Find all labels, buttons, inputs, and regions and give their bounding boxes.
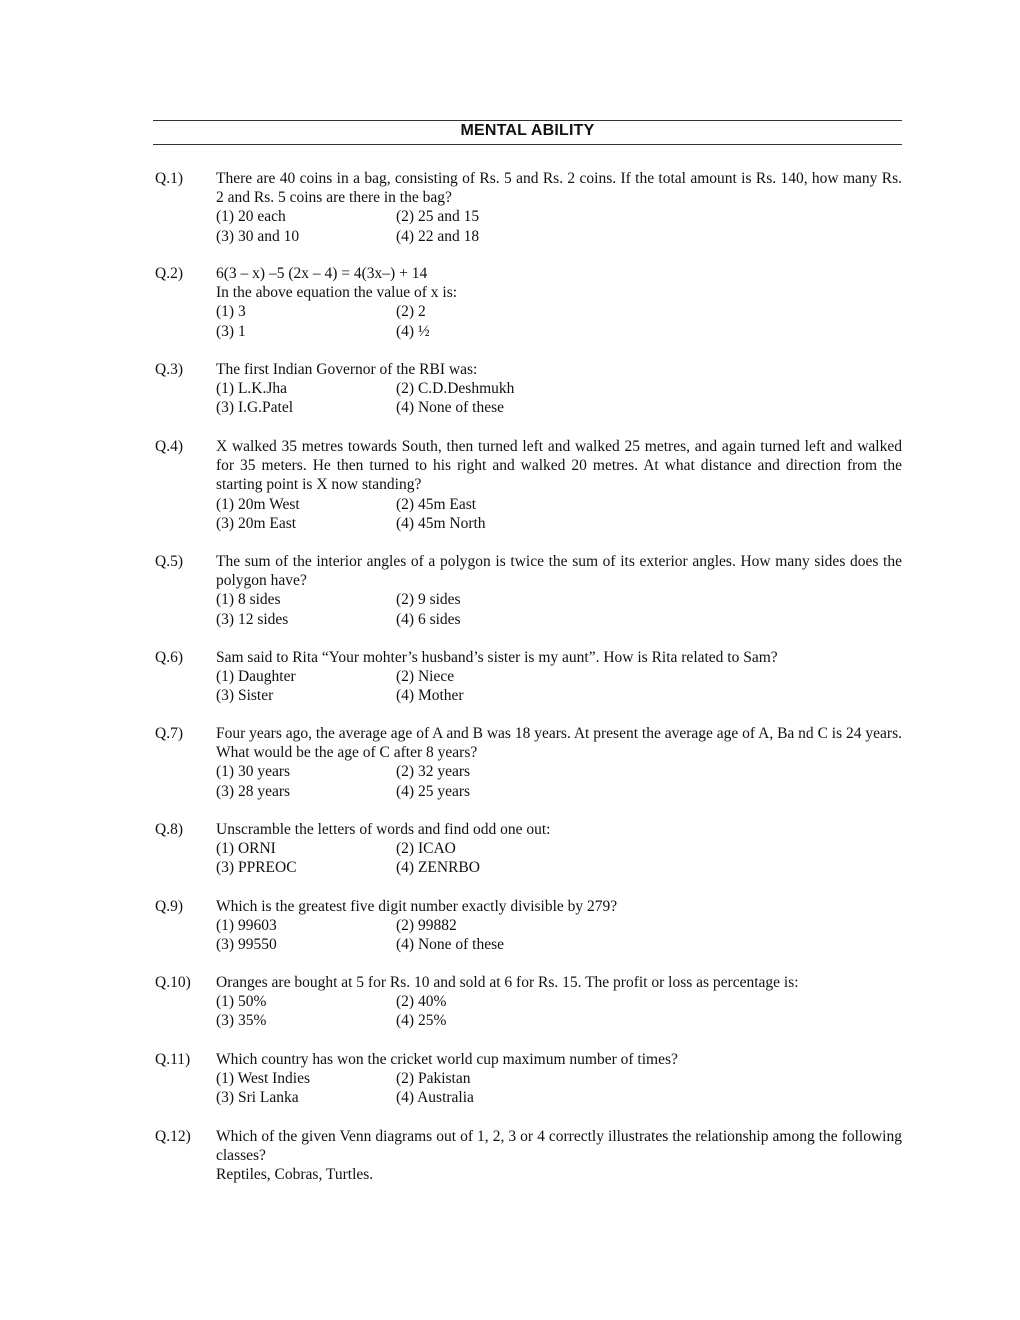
options: [216, 495, 902, 533]
question-3: [155, 360, 902, 418]
option-4: (4) 25%: [396, 1012, 447, 1030]
options: [216, 667, 902, 705]
question-text: X walked 35 metres towards South, then turned left and walked 25 metres, and again turned left and walked for 35 meters. He then turned to his right and walked 20 metres. At what distance and direction from the starting point is X now standing?: [216, 438, 902, 494]
header-top-rule: [153, 120, 902, 121]
option-2: (2) Niece: [396, 668, 455, 686]
option-1: (1) 3: [216, 303, 246, 321]
question-text: Which country has won the cricket world cup maximum number of times?: [216, 1051, 678, 1068]
option-1: (1) L.K.Jha: [216, 380, 288, 398]
question-number: Q.7): [155, 725, 183, 742]
option-4: (4) ZENRBO: [396, 859, 480, 877]
question-7: [155, 724, 902, 801]
options: [216, 992, 902, 1030]
question-number: Q.8): [155, 821, 183, 838]
option-2: (2) 9 sides: [396, 591, 461, 609]
option-3: (3) 20m East: [216, 514, 297, 532]
options: [216, 916, 902, 954]
question-number: Q.10): [155, 974, 191, 991]
question-8: [155, 820, 902, 878]
question-number: Q.5): [155, 553, 183, 570]
option-2: (2) 2: [396, 303, 426, 321]
question-2: [155, 264, 902, 341]
option-1: (1) Daughter: [216, 668, 296, 686]
option-3: (3) 1: [216, 322, 246, 340]
options: [216, 1069, 902, 1107]
option-3: (3) 30 and 10: [216, 227, 300, 245]
option-1: (1) 30 years: [216, 763, 291, 781]
option-4: (4) Mother: [396, 687, 464, 705]
option-4: (4) 6 sides: [396, 610, 461, 628]
option-1: (1) 20m West: [216, 495, 300, 513]
question-5: [155, 552, 902, 629]
question-number: Q.12): [155, 1128, 191, 1145]
option-2: (2) C.D.Deshmukh: [396, 380, 515, 398]
option-2: (2) ICAO: [396, 840, 456, 858]
header-bottom-rule: [153, 144, 902, 145]
option-1: (1) 8 sides: [216, 591, 281, 609]
option-3: (3) Sister: [216, 687, 274, 705]
question-subtext: In the above equation the value of x is:: [216, 284, 458, 302]
page-title: MENTAL ABILITY: [460, 122, 595, 139]
options: [216, 762, 902, 800]
question-number: Q.2): [155, 265, 183, 282]
question-number: Q.9): [155, 898, 183, 915]
question-text: Oranges are bought at 5 for Rs. 10 and sold at 6 for Rs. 15. The profit or loss as percentage is:: [216, 974, 799, 991]
question-number: Q.3): [155, 361, 183, 378]
question-number: Q.1): [155, 170, 183, 187]
option-2: (2) 32 years: [396, 763, 471, 781]
question-text: There are 40 coins in a bag, consisting of Rs. 5 and Rs. 2 coins. If the total amount is Rs. 140, how many Rs. 2 and Rs. 5 coins are there in the bag?: [216, 170, 902, 207]
question-9: [155, 897, 902, 955]
options: [216, 207, 902, 245]
question-text: The sum of the interior angles of a polygon is twice the sum of its exterior angles. How many sides does the polygon have?: [216, 553, 902, 590]
option-1: (1) 99603: [216, 917, 277, 935]
option-4: (4) 25 years: [396, 782, 471, 800]
question-text: Which of the given Venn diagrams out of 1, 2, 3 or 4 correctly illustrates the relationship among the following classes?: [216, 1128, 902, 1165]
option-4: (4) ½: [396, 322, 430, 340]
option-3: (3) 99550: [216, 936, 277, 954]
option-2: (2) 40%: [396, 993, 447, 1011]
option-1: (1) 50%: [216, 993, 267, 1011]
option-4: (4) None of these: [396, 399, 505, 417]
question-text: Four years ago, the average age of A and B was 18 years. At present the average age of A, Ba nd C is 24 years. What would be the age of C after 8 years?: [216, 725, 902, 762]
option-4: (4) 22 and 18: [396, 227, 480, 245]
option-1: (1) 20 each: [216, 208, 286, 226]
question-12: [155, 1127, 902, 1185]
option-1: (1) West Indies: [216, 1070, 311, 1088]
question-text: Unscramble the letters of words and find odd one out:: [216, 821, 551, 838]
options: [216, 590, 902, 628]
option-3: (3) 35%: [216, 1012, 267, 1030]
options: [216, 839, 902, 877]
question-text: Sam said to Rita “Your mohter’s husband’s sister is my aunt”. How is Rita related to Sam?: [216, 649, 778, 666]
option-4: (4) 45m North: [396, 514, 486, 532]
question-number: Q.11): [155, 1051, 191, 1068]
question-text: Which is the greatest five digit number exactly divisible by 279?: [216, 898, 618, 915]
question-number: Q.6): [155, 649, 183, 666]
question-1: [155, 169, 902, 246]
options: [216, 302, 902, 340]
question-subtext: Reptiles, Cobras, Turtles.: [216, 1166, 374, 1184]
question-4: [155, 437, 902, 533]
question-text: 6(3 – x) –5 (2x – 4) = 4(3x–) + 14: [216, 265, 428, 282]
options: [216, 379, 902, 417]
option-1: (1) ORNI: [216, 840, 276, 858]
option-3: (3) I.G.Patel: [216, 399, 294, 417]
question-text: The first Indian Governor of the RBI was:: [216, 361, 478, 378]
question-6: [155, 648, 902, 706]
option-2: (2) Pakistan: [396, 1070, 471, 1088]
option-3: (3) PPREOC: [216, 859, 297, 877]
option-3: (3) 28 years: [216, 782, 291, 800]
option-3: (3) 12 sides: [216, 610, 289, 628]
question-11: [155, 1050, 902, 1108]
option-3: (3) Sri Lanka: [216, 1089, 299, 1107]
option-2: (2) 25 and 15: [396, 208, 480, 226]
question-number: Q.4): [155, 438, 183, 455]
option-2: (2) 99882: [396, 917, 457, 935]
question-10: [155, 973, 902, 1031]
option-2: (2) 45m East: [396, 495, 477, 513]
option-4: (4) None of these: [396, 936, 505, 954]
option-4: (4) Australia: [396, 1089, 474, 1107]
